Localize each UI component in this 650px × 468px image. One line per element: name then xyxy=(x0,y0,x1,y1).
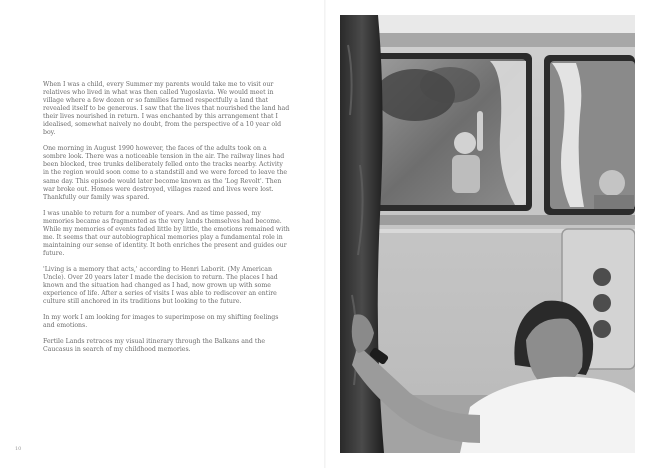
passenger-face xyxy=(599,170,625,196)
essay-paragraph-1: When I was a child, every Summer my parents would take me to visit our relatives who lived in what was then called Yugoslavia. We would meet in village where a few dozen or so families farmed respectfully a land that revealed itself to be generous. I saw that the lives that nourished the land had their lives nourished in return. I was enchanted by this arrangement that I idealised, somewhat naively no doubt, from the perspective of a 10 year old boy. xyxy=(43,81,290,137)
page-number: 10 xyxy=(15,446,22,452)
essay-text xyxy=(43,81,290,362)
essay-paragraph-3: I was unable to return for a number of years. And as time passed, my memories became as fragmented as the very lands themselves had become. While my memories of events faded little by little, the emotions remained with me. It seems that our autobiographical memories play a fundamental role in maintaining our sense of identity. It both enriches the present and guides our future. xyxy=(43,209,290,257)
essay-paragraph-6: Fertile Lands retraces my visual itinerary through the Balkans and the Caucasus in search of my childhood memories. xyxy=(43,338,265,354)
child-face xyxy=(454,132,476,154)
bus-window-photograph xyxy=(340,15,635,453)
essay-paragraph-5: In my work I am looking for images to superimpose on my shifting feelings and emotions. xyxy=(43,314,279,330)
essay-paragraph-2: One morning in August 1990 however, the faces of the adults took on a sombre look. There was a noticeable tension in the air. The railway lines had been blocked, tree trunks deliberately felled onto the tracks nearby. Activity in the region would soon come to a standstill and we were forced to leave the same day. This episode would later become known as the 'Log Revolt'. Then war broke out. Homes were destroyed, villages razed and lives were lost. Thankfully our family was spared. xyxy=(43,145,288,201)
essay-paragraph-4: 'Living is a memory that acts,' according to Henri Laborit. (My American Uncle). Over 20 years later I made the decision to return. The places I had known and the situation had changed as I had, now grown up with some experience of life. After a series of visits I was able to rediscover an entire culture still anchored in its traditions but looking to the future. xyxy=(43,265,278,306)
